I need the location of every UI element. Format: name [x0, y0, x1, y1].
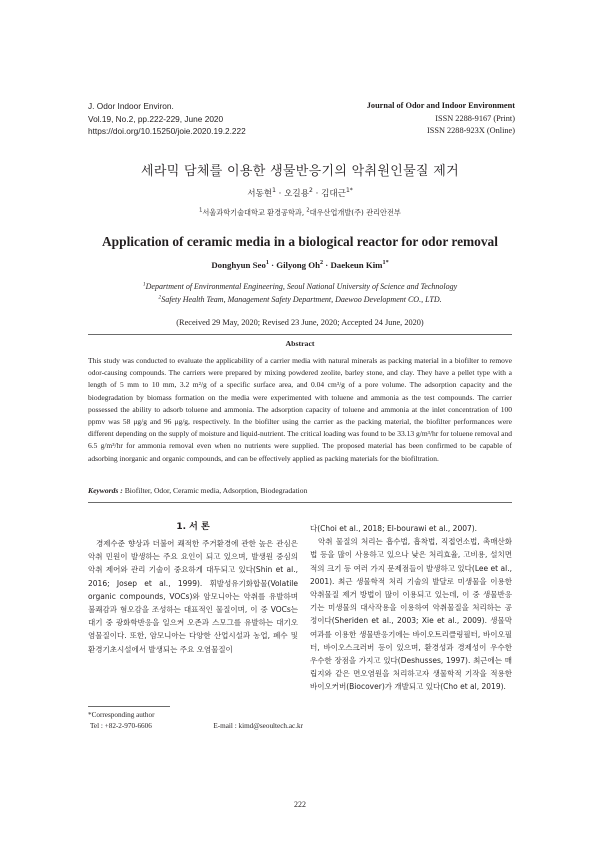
kr-author-1: 서동현	[247, 189, 273, 199]
kr-aff-2-sup: 2	[306, 207, 310, 214]
english-title: Application of ceramic media in a biological reactor for odor removal	[102, 234, 498, 249]
en-author-2-sup: 2	[320, 260, 324, 267]
doi-link[interactable]: https://doi.org/10.15250/joie.2020.19.2.222	[88, 126, 246, 136]
kr-aff-2: 대우산업개발(주) 관리안전부	[309, 208, 401, 217]
abstract-body: This study was conducted to evaluate the applicability of a carrier media with natural minerals as packing material in a biofilter to remove odor-causing compounds. The carriers were prepared by mixing powdered zeolite, barley stone, and clay. They have a pellet type with a length of 5 mm to 10 mm, 3.2 m²/g of a specific surface area, and 0.04 cm³/g of a pore volume. The adsorption capacity and the biodegradation by biomass formation on the media were experimented with toluene and ammonia as the test compounds. The carrier possessed the ability to adsorb toluene and ammonia. The adsorption capacity of toluene and ammonia at the inlet concentration of 100 ppmv was 58 μg/g and 96 μg/g, respectively. In the biofilter using the carrier as the packing material, the biofilter performances were different depending on the supply of moisture and liquid-nutrient. The critical loading was found to be 33.13 g/m³/hr for toluene removal and 6.5 g/m³/hr for ammonia removal even when no nutrients were supplied. The proposed material has been confirmed to be capable of adsorbing inorganic and organic compounds, and can be effectively applied as packing materials for the biofiltration.	[88, 356, 512, 463]
kr-author-2-sup: 2	[309, 187, 313, 195]
korean-authors	[0, 187, 600, 199]
en-author-sep: ·	[268, 260, 277, 270]
kr-aff-1: 서울과학기술대학교 환경공학과,	[202, 208, 307, 217]
journal-abbrev: J. Odor Indoor Environ.	[88, 101, 174, 111]
abstract-top-rule	[88, 334, 512, 335]
en-author-sep: ·	[323, 260, 331, 270]
kr-aff-1-sup: 1	[199, 207, 203, 214]
journal-citation-header	[88, 100, 246, 138]
en-author-3-sup: 1*	[382, 260, 389, 267]
journal-name: Journal of Odor and Indoor Environment	[366, 101, 515, 110]
intro-paragraph-1: 경제수준 향상과 더불어 쾌적한 주거환경에 관한 높은 관심은 악취 민원이 발생하는 주요 요인이 되고 있으며, 발생원 중심의 악취 제어와 관리 기술이 중요하게 대두되고 있다(Shin et al., 2016; Josep et al., 1999). 휘발성유기화합물(Volatile organic compounds, VOCs)와 암모니아는 악취를 유발하며 불쾌감과 혐오감을 조성하는 대표적인 물질이며, 이 중 VOCs는 대기 중 광화학반응을 일으켜 오존과 스모그를 유발하는 대기오염물질이다. 또한, 암모니아는 다양한 산업시설과 농업, 폐수 및 환경기초시설에서 발생되는 주요 오염물질이	[88, 539, 298, 654]
received-dates: (Received 29 May, 2020; Revised 23 June, 2020; Accepted 24 June, 2020)	[176, 318, 424, 327]
page-number: 222	[294, 800, 306, 809]
contact-row	[88, 721, 303, 732]
phone-number: Tel : +82-2-970-6606	[90, 721, 152, 730]
en-author-1-sup: 1	[265, 260, 269, 267]
en-aff-line-2	[0, 294, 600, 307]
left-column	[88, 537, 298, 656]
corresponding-author-label: *Corresponding author	[88, 711, 155, 719]
keywords-list: Biofilter, Odor, Ceramic media, Adsorption, Biodegradation	[124, 486, 308, 495]
en-aff-1-sup: 1	[142, 281, 146, 288]
en-author-2: Gilyong Oh	[276, 260, 321, 270]
footnote-rule	[88, 706, 170, 707]
section-heading-introduction: 1. 서 론	[176, 522, 210, 532]
kr-author-1-sup: 1	[272, 187, 276, 195]
intro-paragraph-2: 악취 물질의 처리는 흡수법, 흡착법, 직접연소법, 촉매산화법 등을 많이 사용하고 있으나 낮은 처리효율, 고비용, 설치면적의 크기 등 여러 가지 문제점들이 발생하고 있다(Lee et al., 2001). 최근 생물학적 처리 기술의 발달로 미생물을 이용한 악취물질 제거 방법이 많이 이용되고 있는데, 이 중 생물반응기는 미생물의 대사작용을 이용하여 악취물질을 처리하는 공정이다(Sheriden et al., 2003; Xie et al., 2009). 생물막 여과를 이용한 생물반응기에는 바이오트리클링필터, 바이오필터, 바이오스크러버 등이 있으며, 환경성과 경제성이 우수한 우수한 장점을 가지고 있다(Deshusses, 1997). 최근에는 매립지와 같은 면오염원을 처리하고자 생물학적 기작을 적용한 바이오커버(Biocover)가 개발되고 있다(Cho et al, 2019).	[310, 537, 512, 692]
en-aff-1: Department of Environmental Engineering, Seoul National University of Science and Technology	[145, 282, 458, 291]
en-author-3: Daekeun Kim	[330, 260, 383, 270]
issn-online: ISSN 2288-923X (Online)	[426, 126, 515, 135]
en-aff-2-sup: 2	[158, 293, 162, 300]
korean-title: 세라믹 담체를 이용한 생물반응기의 악취원인물질 제거	[141, 164, 459, 179]
right-column	[310, 522, 512, 694]
keywords-line	[88, 486, 512, 495]
issn-print: ISSN 2288-9167 (Print)	[435, 113, 515, 123]
email-address[interactable]: E-mail : kimd@seoultech.ac.kr	[213, 721, 303, 730]
intro-continuation: 다(Choi et al., 2018; El-bourawi et al., 2007).	[310, 524, 478, 533]
en-author-1: Donghyun Seo	[211, 260, 266, 270]
volume-info: Vol.19, No.2, pp.222-229, June 2020	[88, 113, 224, 124]
en-aff-line-1	[0, 281, 600, 294]
footnote	[88, 710, 303, 731]
english-authors	[0, 260, 600, 270]
journal-issn-header	[367, 100, 515, 138]
korean-affiliations	[0, 208, 600, 218]
kr-author-2: 오길용	[284, 189, 310, 199]
kr-author-3: 김대근	[321, 189, 346, 199]
english-affiliations	[0, 281, 600, 306]
en-aff-2: Safety Health Team, Management Safety Department, Daewoo Development CO., LTD.	[161, 294, 442, 304]
kr-author-sep: ·	[275, 189, 285, 199]
abstract-heading: Abstract	[285, 339, 315, 348]
kr-author-3-sup: 1*	[345, 187, 353, 195]
abstract-bottom-rule	[88, 502, 512, 503]
kr-author-sep: ·	[312, 189, 322, 199]
keywords-label: Keywords :	[88, 486, 123, 495]
